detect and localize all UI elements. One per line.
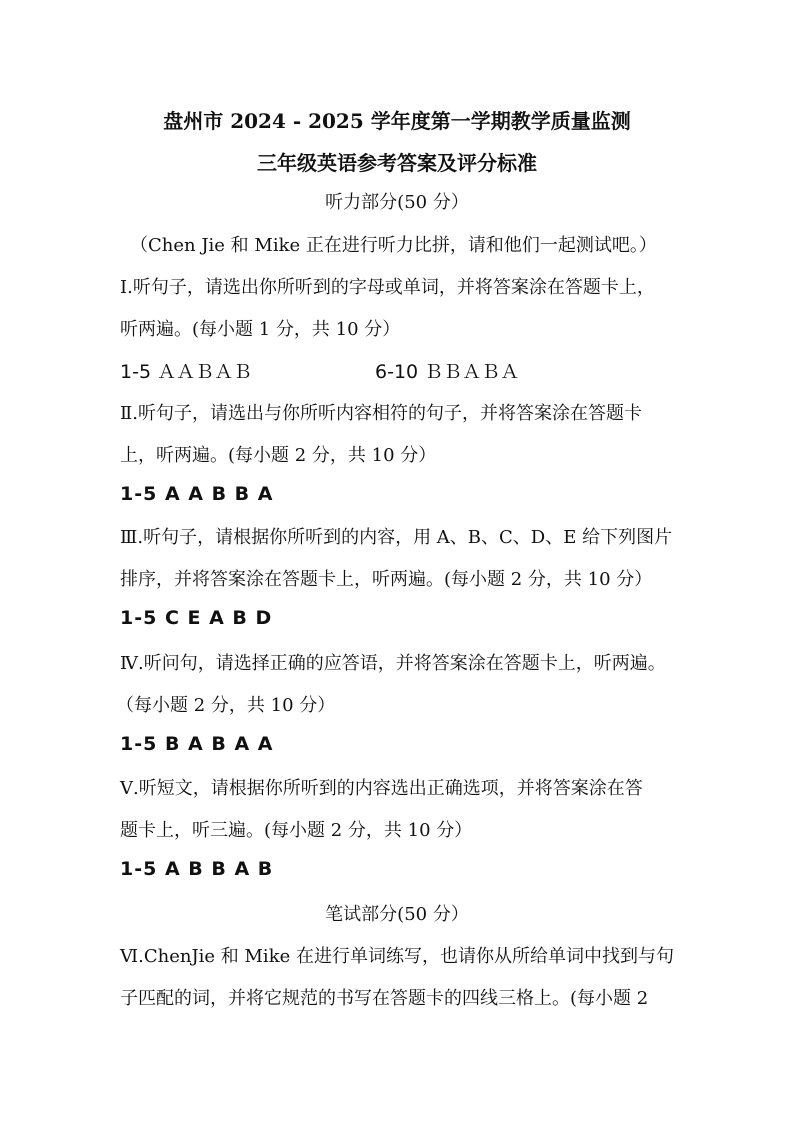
- section-5-instruction-cont: 题卡上，听三遍。(每小题 2 分，共 10 分）: [120, 820, 473, 841]
- section-2-instruction: Ⅱ.听句子，请选出与你所听内容相符的句子，并将答案涂在答题卡: [120, 403, 642, 424]
- section-6-instruction-cont: 子匹配的词，并将它规范的书写在答题卡的四线三格上。(每小题 2: [120, 988, 649, 1009]
- section-1-instruction: Ⅰ.听句子，请选出你所听到的字母或单词，并将答案涂在答题卡上，: [120, 277, 655, 298]
- section-3-instruction-cont: 排序，并将答案涂在答题卡上，听两遍。(每小题 2 分，共 10 分）: [120, 569, 653, 590]
- listening-intro: （Chen Jie 和 Mike 正在进行听力比拼，请和他们一起测试吧。）: [130, 235, 657, 256]
- section-2-instruction-cont: 上，听两遍。(每小题 2 分，共 10 分）: [120, 445, 437, 466]
- section-3-instruction: Ⅲ.听句子，请根据你所听到的内容，用 A、B、C、D、E 给下列图片: [120, 527, 673, 548]
- section-1-instruction-cont: 听两遍。(每小题 1 分，共 10 分）: [120, 319, 401, 340]
- section-1-answer-a: 1-5 ＡＡＢＡＢ: [120, 361, 253, 383]
- section-5-answer: 1-5 A B B A B: [120, 858, 274, 880]
- document-subtitle: 三年级英语参考答案及评分标准: [257, 151, 537, 175]
- document-title: 盘州市 2024 - 2025 学年度第一学期教学质量监测: [163, 109, 631, 133]
- section-4-instruction: Ⅳ.听问句，请选择正确的应答语，并将答案涂在答题卡上，听两遍。: [120, 653, 666, 674]
- section-3-answer: 1-5 C E A B D: [120, 607, 273, 629]
- listening-heading: 听力部分(50 分）: [325, 192, 469, 213]
- section-1-answer-b: 6-10 ＢＢＡＢＡ: [375, 361, 520, 383]
- section-6-instruction: Ⅵ.ChenJie 和 Mike 在进行单词练写，也请你从所给单词中找到与句: [120, 946, 674, 967]
- section-4-answer: 1-5 B A B A A: [120, 733, 274, 755]
- writing-heading: 笔试部分(50 分）: [325, 904, 469, 925]
- section-2-answer: 1-5 A A B B A: [120, 483, 274, 505]
- section-4-instruction-cont: （每小题 2 分，共 10 分）: [116, 695, 336, 716]
- section-5-instruction: Ⅴ.听短文，请根据你所听到的内容选出正确选项，并将答案涂在答: [120, 778, 643, 799]
